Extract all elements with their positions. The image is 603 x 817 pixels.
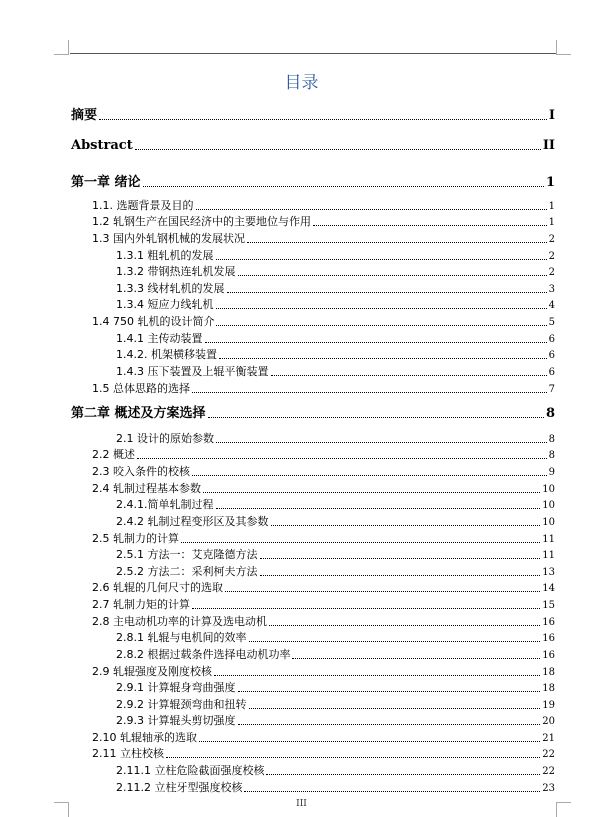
toc-entry-page: 5 [548, 317, 555, 328]
toc-dot-leader [216, 259, 547, 260]
toc-entry-title: 2.2 概述 [92, 448, 135, 461]
toc-dot-leader [271, 375, 547, 376]
toc-entry-page: 16 [542, 633, 555, 644]
toc-dot-leader [166, 757, 540, 758]
toc-dot-leader [244, 791, 540, 792]
toc-entry[interactable] [92, 446, 555, 462]
toc-entry-page: 18 [542, 683, 555, 694]
toc-entry[interactable] [116, 346, 555, 362]
toc-entry[interactable] [116, 496, 555, 512]
toc-entry-title: 2.3 咬入条件的校核 [92, 465, 190, 478]
toc-entry-page: 20 [542, 716, 555, 727]
toc-entry-page: 3 [548, 284, 555, 295]
toc-entry[interactable] [71, 402, 555, 421]
toc-dot-leader [143, 186, 544, 187]
toc-entry[interactable] [92, 380, 555, 396]
toc-dot-leader [219, 358, 547, 359]
toc-entry[interactable] [71, 104, 555, 123]
toc-entry-title: 2.8.2 根据过载条件选择电动机功率 [116, 648, 291, 661]
toc-entry-page: 8 [548, 450, 555, 461]
toc-entry-title: 第一章 绪论 [71, 175, 141, 190]
toc-dot-leader [292, 658, 540, 659]
toc-entry-title: 2.9 轧辊强度及刚度校核 [92, 665, 212, 678]
toc-entry-page: 11 [542, 550, 555, 561]
toc-entry[interactable] [116, 629, 555, 645]
toc-entry[interactable] [116, 263, 555, 279]
header-rule [70, 53, 556, 54]
toc-entry[interactable] [92, 579, 555, 595]
toc-entry-page: 13 [542, 567, 555, 578]
toc-dot-leader [227, 292, 547, 293]
toc-entry-title: 1.4.3 压下装置及上辊平衡装置 [116, 365, 269, 378]
toc-dot-leader [192, 392, 547, 393]
toc-entry[interactable] [92, 197, 555, 213]
toc-dot-leader [205, 342, 547, 343]
crop-mark-top-right [556, 40, 571, 55]
toc-entry[interactable] [116, 513, 555, 529]
toc-entry[interactable] [116, 363, 555, 379]
toc-entry[interactable] [116, 247, 555, 263]
toc-dot-leader [181, 542, 540, 543]
toc-entry-page: 1 [545, 175, 555, 190]
toc-entry-title: 2.8.1 轧辊与电机间的效率 [116, 631, 247, 644]
toc-entry-title: Abstract [71, 138, 133, 153]
toc-entry-title: 1.3.4 短应力线轧机 [116, 298, 214, 311]
toc-entry-page: 10 [542, 484, 555, 495]
toc-entry[interactable] [92, 729, 555, 745]
toc-entry-page: 18 [542, 667, 555, 678]
toc-entry-title: 2.11.2 立柱牙型强度校核 [116, 781, 243, 794]
toc-entry-title: 1.4 750 轧机的设计简介 [92, 315, 215, 328]
toc-dot-leader [135, 149, 541, 150]
toc-entry[interactable] [116, 646, 555, 662]
toc-entry-title: 1.3 国内外轧钢机械的发展状况 [92, 232, 245, 245]
toc-dot-leader [208, 417, 544, 418]
toc-entry-title: 2.5.2 方法二：采利柯夫方法 [116, 565, 258, 578]
toc-entry-title: 2.5 轧制力的计算 [92, 532, 179, 545]
toc-entry[interactable] [92, 745, 555, 761]
toc-dot-leader [238, 691, 541, 692]
toc-entry-page: 7 [548, 384, 555, 395]
toc-entry-title: 1.4.2. 机架横移装置 [116, 348, 217, 361]
toc-dot-leader [266, 774, 540, 775]
toc-entry[interactable] [71, 171, 555, 190]
toc-entry[interactable] [116, 430, 555, 446]
toc-entry-title: 第二章 概述及方案选择 [71, 406, 206, 421]
toc-entry[interactable] [116, 696, 555, 712]
toc-entry-title: 2.6 轧辊的几何尺寸的选取 [92, 581, 223, 594]
toc-entry-page: I [548, 108, 555, 123]
toc-entry-page: 16 [542, 617, 555, 628]
toc-entry-title: 2.5.1 方法一：艾克隆德方法 [116, 548, 258, 561]
toc-entry[interactable] [92, 463, 555, 479]
toc-entry-title: 2.11.1 立柱危险截面强度校核 [116, 764, 265, 777]
toc-entry-title: 2.8 主电动机功率的计算及选电动机 [92, 615, 267, 628]
toc-entry-page: 16 [542, 650, 555, 661]
toc-entry[interactable] [92, 213, 555, 229]
toc-entry[interactable] [71, 138, 555, 153]
toc-entry-title: 2.1 设计的原始参数 [116, 432, 214, 445]
page-number-footer: III [296, 799, 307, 809]
toc-entry-title: 1.5 总体思路的选择 [92, 382, 190, 395]
toc-entry-title: 2.9.1 计算辊身弯曲强度 [116, 681, 236, 694]
toc-dot-leader [271, 525, 541, 526]
toc-dot-leader [238, 275, 547, 276]
toc-entry-page: 2 [548, 267, 555, 278]
toc-dot-leader [216, 442, 547, 443]
toc-entry-title: 摘要 [71, 108, 98, 123]
toc-dot-leader [313, 225, 547, 226]
toc-dot-leader [199, 741, 540, 742]
toc-dot-leader [203, 492, 540, 493]
toc-entry-title: 1.2 轧钢生产在国民经济中的主要地位与作用 [92, 215, 311, 228]
toc-entry-title: 1.3.1 粗轧机的发展 [116, 249, 214, 262]
toc-entry-page: 8 [548, 434, 555, 445]
toc-entry-title: 1.4.1 主传动装置 [116, 332, 203, 345]
toc-dot-leader [192, 475, 547, 476]
toc-entry-page: 1 [548, 201, 555, 212]
toc-entry[interactable] [116, 546, 555, 562]
toc-entry-page: 1 [548, 217, 555, 228]
toc-entry-page: 9 [548, 467, 555, 478]
toc-entry[interactable] [92, 230, 555, 246]
toc-entry-title: 2.7 轧制力矩的计算 [92, 598, 190, 611]
toc-dot-leader [225, 591, 540, 592]
toc-dot-leader [192, 608, 540, 609]
toc-dot-leader [214, 675, 540, 676]
toc-entry-title: 2.4.2 轧制过程变形区及其参数 [116, 515, 269, 528]
toc-entry[interactable] [116, 712, 555, 728]
toc-entry-page: 15 [542, 600, 555, 611]
toc-title: 目录 [284, 73, 319, 93]
toc-dot-leader [196, 209, 547, 210]
toc-dot-leader [269, 625, 540, 626]
toc-entry-page: 6 [548, 350, 555, 361]
toc-dot-leader [260, 558, 541, 559]
toc-entry[interactable] [116, 563, 555, 579]
toc-entry-page: II [542, 138, 555, 153]
toc-entry-title: 1.3.2 带钢热连轧机发展 [116, 265, 236, 278]
toc-entry-page: 22 [542, 766, 555, 777]
toc-entry[interactable] [92, 313, 555, 329]
toc-dot-leader [249, 641, 541, 642]
toc-dot-leader [238, 724, 541, 725]
toc-entry[interactable] [116, 779, 555, 795]
toc-dot-leader [249, 708, 541, 709]
toc-dot-leader [216, 325, 546, 326]
toc-entry-page: 10 [542, 517, 555, 528]
toc-entry[interactable] [116, 330, 555, 346]
toc-dot-leader [137, 458, 547, 459]
toc-entry[interactable] [92, 530, 555, 546]
toc-entry-title: 2.9.2 计算辊颈弯曲和扭转 [116, 698, 247, 711]
toc-entry-title: 2.11 立柱校核 [92, 747, 164, 760]
toc-entry-title: 2.9.3 计算辊头剪切强度 [116, 714, 236, 727]
toc-entry-page: 6 [548, 334, 555, 345]
toc-entry-page: 2 [548, 234, 555, 245]
toc-entry-page: 19 [542, 700, 555, 711]
toc-entry[interactable] [92, 613, 555, 629]
crop-mark-top-left [54, 40, 69, 55]
toc-dot-leader [260, 575, 541, 576]
toc-dot-leader [99, 119, 547, 120]
toc-entry[interactable] [92, 596, 555, 612]
toc-entry-page: 8 [545, 406, 555, 421]
toc-entry[interactable] [116, 296, 555, 312]
toc-entry-title: 1.3.3 线材轧机的发展 [116, 282, 225, 295]
toc-entry-title: 2.4.1.简单轧制过程 [116, 498, 214, 511]
toc-entry[interactable] [116, 679, 555, 695]
toc-entry-page: 4 [548, 300, 555, 311]
toc-entry-page: 10 [542, 500, 555, 511]
toc-entry-page: 22 [542, 749, 555, 760]
toc-entry[interactable] [92, 663, 555, 679]
toc-dot-leader [216, 508, 541, 509]
toc-entry-page: 23 [542, 783, 555, 794]
toc-entry-title: 2.10 轧辊轴承的选取 [92, 731, 197, 744]
toc-entry[interactable] [116, 280, 555, 296]
toc-entry-title: 2.4 轧制过程基本参数 [92, 482, 201, 495]
toc-entry-page: 14 [542, 583, 555, 594]
toc-entry[interactable] [92, 480, 555, 496]
toc-entry[interactable] [116, 762, 555, 778]
toc-entry-page: 11 [542, 534, 555, 545]
toc-dot-leader [216, 308, 547, 309]
toc-entry-page: 6 [548, 367, 555, 378]
toc-dot-leader [247, 242, 547, 243]
toc-entry-title: 1.1. 选题背景及目的 [92, 199, 194, 212]
toc-entry-page: 2 [548, 251, 555, 262]
toc-entry-page: 21 [542, 733, 555, 744]
